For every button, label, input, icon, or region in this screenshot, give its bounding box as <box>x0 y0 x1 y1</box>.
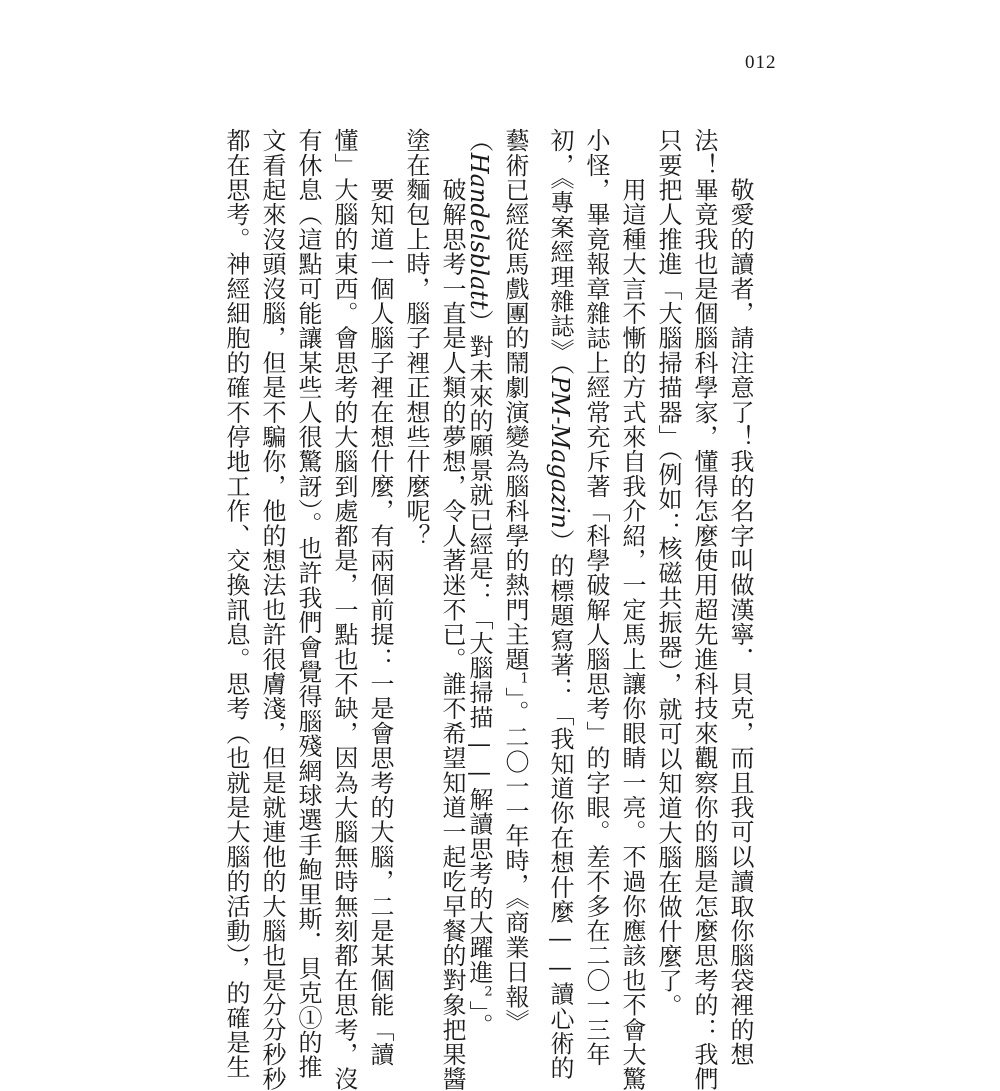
text-segment: ）對未來的願景就已經是：「大腦掃描——解讀思考的大躍進 <box>465 309 493 985</box>
text-line: 塗在麵包上時，腦子裡正想些什麼呢？ <box>402 128 430 548</box>
page-number: 012 <box>745 52 777 73</box>
magazine-title-latin: PM-Magazin <box>546 375 574 529</box>
text-segment: 」。 <box>465 1000 493 1038</box>
text-line <box>542 128 578 1081</box>
text-line: 小怪，畢竟報章雜誌上經常充斥著「科學破解人腦思考」的字眼。差不多在二〇一三年 <box>582 128 610 1067</box>
text-line: 都在思考。神經細胞的確不停地工作、交換訊息。思考（也就是大腦的活動），的確是生 <box>222 128 250 1080</box>
text-segment: 初，《專案經理雜誌》（ <box>546 128 574 376</box>
text-segment: ）的標題寫著：「我知道你在想什麼——讀心術的 <box>546 528 574 1081</box>
text-line: 懂」大腦的東西。會思考的大腦到處都是，一點也不缺，因為大腦無時無刻都在思考，沒 <box>330 128 358 1091</box>
text-line <box>501 128 542 1034</box>
text-segment: 」。二〇一一年時，《商業日報》 <box>501 687 529 1034</box>
text-line: 敬愛的讀者，請注意了！我的名字叫做漢寧．貝克，而且我可以讀取你腦袋裡的想 <box>726 128 754 1067</box>
text-line: 文看起來沒頭沒腦，但是不騙你，他的想法也許很膚淺，但是就連他的大腦也是分分秒秒 <box>258 128 286 1091</box>
text-line: 要知道一個人腦子裡在想什麼，有兩個前提：一是會思考的大腦，二是某個能「讀 <box>366 128 394 1067</box>
newspaper-title-latin: Handelsblatt <box>465 152 493 310</box>
text-line: 用這種大言不慚的方式來自我介紹，一定馬上讓你眼睛一亮。不過你應該也不會大驚 <box>618 128 646 1091</box>
body-text <box>222 128 758 1091</box>
text-line: 只要把人推進「大腦掃描器」（例如：核磁共振器），就可以知道大腦在做什麼了。 <box>654 128 682 1018</box>
text-segment: （ <box>465 128 493 153</box>
text-line: 破解思考一直是人類的夢想，令人著迷不已。誰不希望知道一起吃早餐的對象把果醬 <box>438 128 466 1091</box>
text-line: 法！畢竟我也是個腦科學家，懂得怎麼使用超先進科技來觀察你的腦是怎麼思考的：我們 <box>690 128 718 1091</box>
text-line: 有休息（這點可能讓某些人很驚訝）。也許我們會覺得腦殘網球選手鮑里斯．貝克①的推 <box>294 128 322 1080</box>
footnote-marker: 2 <box>481 984 496 1001</box>
footnote-marker: 1 <box>517 671 532 688</box>
text-segment: 藝術已經從馬戲團的鬧劇演變為腦科學的熱門主題 <box>501 128 529 672</box>
